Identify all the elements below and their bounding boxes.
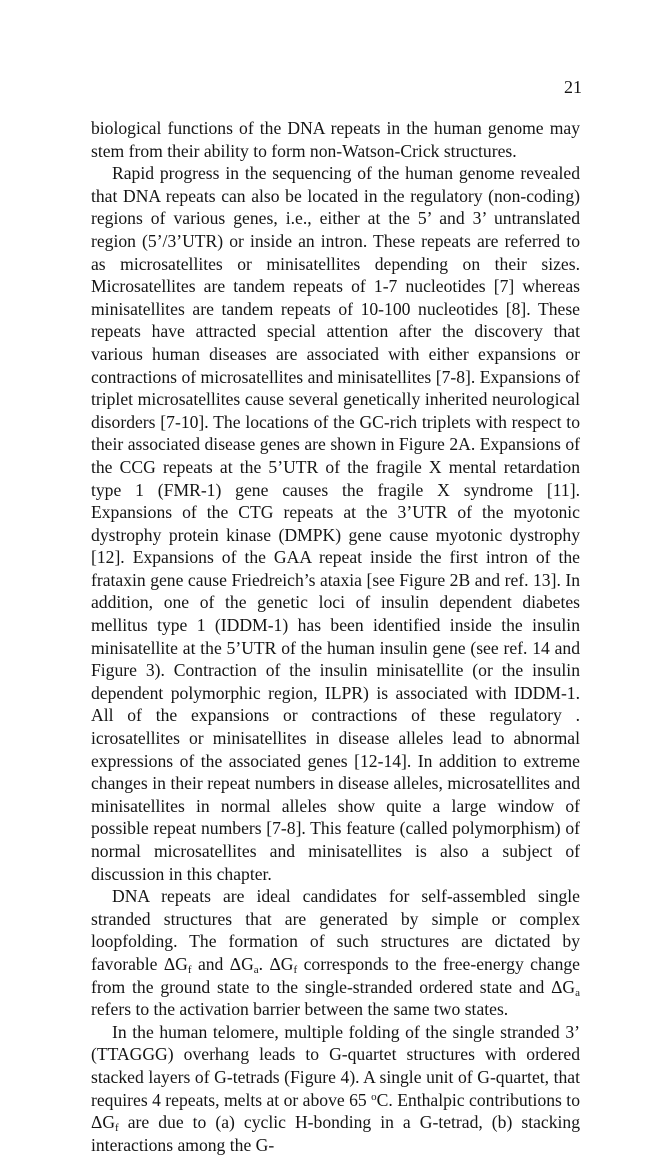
paragraph-3-text-b: and ΔG <box>191 953 254 974</box>
paragraph-4-text-a: In the human telomere, multiple folding of the single stranded 3’ (TTAGGG) overhang leads to G-quartet structures with ordered stacked layers of G-tetrads (Figure 4). A single unit of G-quartet, that requires 4 repeats, melts at or above 65 <box>91 1021 580 1110</box>
paragraph-4-text-c: are due to (a) cyclic H-bonding in a G-tetrad, (b) stacking interactions among the G- <box>91 1112 580 1155</box>
paragraph-3-text-e: refers to the activation barrier between the same two states. <box>91 999 509 1020</box>
body-text <box>91 117 580 1156</box>
paragraph-3-text-a: DNA repeats are ideal candidates for self-assembled single stranded structures that are generated by simple or complex loopfolding. The formation of such structures are dictated by favorable ΔG <box>91 886 580 974</box>
paragraph-3 <box>91 885 580 1021</box>
paragraph-4-text-b: C. Enthalpic contributions to ΔG <box>91 1089 580 1133</box>
subscript-a: a <box>575 986 580 999</box>
subscript-f: f <box>115 1122 119 1135</box>
subscript-f: f <box>293 963 298 976</box>
page-number: 21 <box>564 77 582 97</box>
paragraph-2: Rapid progress in the sequencing of the human genome revealed that DNA repeats can also be located in the regulatory (non-coding) regions of various genes, i.e., either at the 5’ and 3’ untranslated region (5’/3’UTR) or inside an intron. These repeats are referred to as microsatellites or minisatellites depending on their sizes. Microsatellites are tandem repeats of 1-7 nucleotides [7] whereas minisatellites are tandem repeats of 10-100 nucleotides [8]. These repeats have attracted special attention after the discovery that various human diseases are associated with either expansions or contractions of microsatellites and minisatellites [7-8]. Expansions of triplet microsatellites cause several genetically inherited neurological disorders [7-10]. The locations of the GC-rich triplets with respect to their associated disease genes are shown in Figure 2A. Expansions of the CCG repeats at the 5’UTR of the fragile X mental retardation type 1 (FMR-1) gene causes the fragile X syndrome [11]. Expansions of the CTG repeats at the 3’UTR of the myotonic dystrophy protein kinase (DMPK) gene cause myotonic dystrophy [12]. Expansions of the GAA repeat inside the first intron of the frataxin gene cause Friedreich’s ataxia [see Figure 2B and ref. 13]. In addition, one of the genetic loci of insulin dependent diabetes mellitus type 1 (IDDM-1) has been identified inside the insulin minisatellite at the 5’UTR of the human insulin gene (see ref. 14 and Figure 3). Contraction of the insulin minisatellite (or the insulin dependent polymorphic region, ILPR) is associated with IDDM-1. All of the expansions or contractions of these regulatory . icrosatellites or minisatellites in disease alleles lead to abnormal expressions of the associated genes [12-14]. In addition to extreme changes in their repeat numbers in disease alleles, microsatellites and minisatellites in normal alleles show quite a large window of possible repeat numbers [7-8]. This feature (called polymorphism) of normal microsatellites and minisatellites is also a subject of discussion in this chapter. <box>91 163 580 884</box>
paragraph-3-text-c: . ΔG <box>258 953 294 974</box>
paragraph-1: biological functions of the DNA repeats in the human genome may stem from their ability to form non-Watson-Crick structures. <box>91 118 580 161</box>
subscript-f: f <box>187 963 192 976</box>
paragraph-3-text-d: corresponds to the free-energy change from the ground state to the single-stranded ordered state and ΔG <box>91 953 580 997</box>
degree-superscript: o <box>371 1090 377 1103</box>
paragraph-4 <box>91 1021 580 1156</box>
subscript-a: a <box>253 963 259 976</box>
